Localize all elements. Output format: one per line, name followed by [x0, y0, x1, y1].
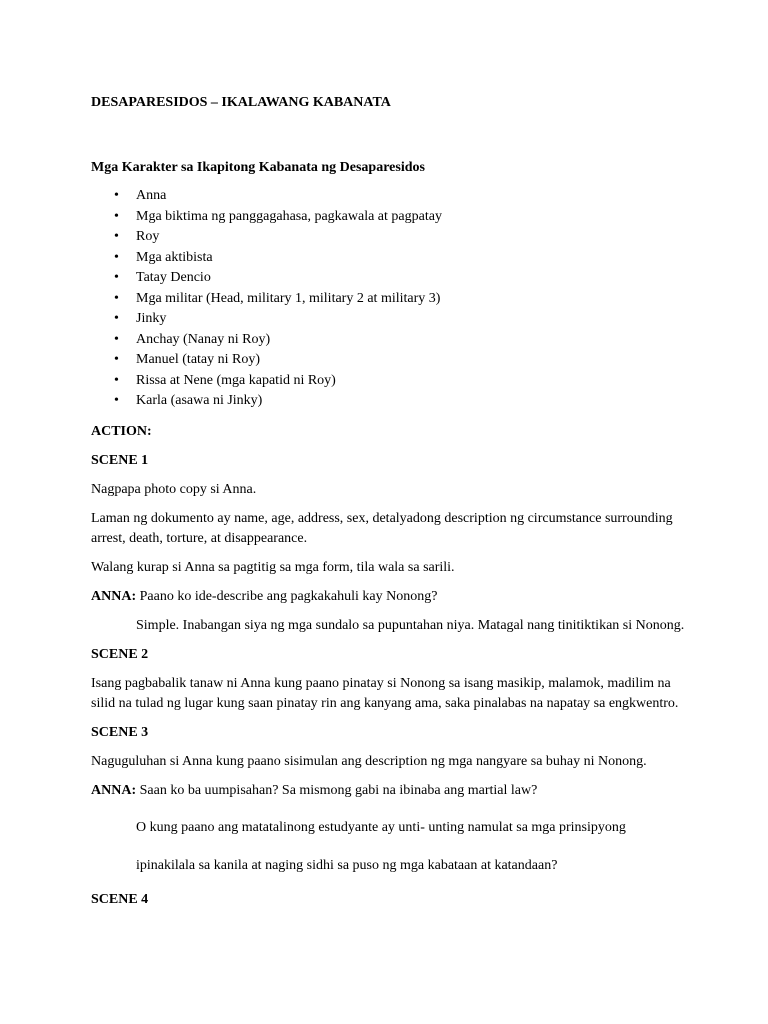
dialogue-text: Paano ko ide-describe ang pagkakahuli kay Nonong? — [136, 588, 438, 604]
list-item: • Manuel (tatay ni Roy) — [91, 350, 688, 371]
scene-3-indented-dialogue-1: O kung paano ang matatalinong estudyante ay unti- unting namulat sa mga prinsipyong — [136, 819, 626, 835]
scene-4-heading: SCENE 4 — [91, 891, 149, 907]
list-item: • Mga militar (Head, military 1, military 2 at military 3) — [91, 289, 688, 310]
scene-1-paragraph-3: Walang kurap si Anna sa pagtitig sa mga form, tila wala sa sarili. — [91, 559, 455, 575]
scene-3-heading: SCENE 3 — [91, 724, 149, 740]
characters-heading: Mga Karakter sa Ikapitong Kabanata ng Desaparesidos — [91, 160, 425, 175]
bullet-icon: • — [114, 290, 119, 306]
bullet-icon: • — [114, 188, 119, 203]
bullet-icon: • — [114, 249, 119, 265]
scene-1-paragraph-1: Nagpapa photo copy si Anna. — [91, 481, 257, 497]
scene-1-paragraph-2: Laman ng dokumento ay name, age, address, sex, detalyadong description ng circumstance surrounding arrest, death, torture, at disappearance. — [91, 510, 673, 546]
list-item: • Anchay (Nanay ni Roy) — [91, 330, 688, 351]
character-list — [91, 186, 688, 412]
list-item: • Roy — [91, 227, 688, 248]
bullet-icon: • — [114, 393, 119, 408]
bullet-icon: • — [114, 270, 119, 285]
list-item: • Mga aktibista — [91, 248, 688, 269]
bullet-icon: • — [114, 331, 119, 347]
scene-3-paragraph-1: Naguguluhan si Anna kung paano sisimulan ang description ng mga nangyare sa buhay ni Nonong. — [91, 753, 647, 769]
scene-1-heading: SCENE 1 — [91, 452, 149, 468]
list-item: • Jinky — [91, 309, 688, 330]
scene-3-indented-dialogue-2: ipinakilala sa kanila at naging sidhi sa puso ng mga kabataan at katandaan? — [136, 857, 558, 873]
action-heading: ACTION: — [91, 423, 152, 439]
bullet-icon: • — [114, 311, 119, 326]
scene-1-indented-dialogue: Simple. Inabangan siya ng mga sundalo sa pupuntahan niya. Matagal nang tinitiktikan si Nonong. — [136, 617, 685, 633]
scene-2-heading: SCENE 2 — [91, 646, 149, 662]
speaker-label: ANNA: — [91, 782, 137, 798]
scene-1-dialogue — [91, 587, 688, 607]
scene-2-paragraph-1: Isang pagbabalik tanaw ni Anna kung paano pinatay si Nonong sa isang masikip, malamok, madilim na silid na tulad ng lugar kung saan pinatay rin ang kanyang ama, saka pinalabas na napatay sa engkwentro. — [91, 675, 679, 711]
document-title: DESAPARESIDOS – IKALAWANG KABANATA — [91, 95, 391, 110]
list-item: • Mga biktima ng panggagahasa, pagkawala at pagpatay — [91, 207, 688, 228]
bullet-icon: • — [114, 352, 119, 367]
list-item: • Karla (asawa ni Jinky) — [91, 391, 688, 412]
bullet-icon: • — [114, 208, 119, 224]
bullet-icon: • — [114, 372, 119, 388]
speaker-label: ANNA: — [91, 588, 137, 604]
list-item: • Anna — [91, 186, 688, 207]
list-item: • Rissa at Nene (mga kapatid ni Roy) — [91, 371, 688, 392]
dialogue-text: Saan ko ba uumpisahan? Sa mismong gabi na ibinaba ang martial law? — [136, 782, 538, 798]
bullet-icon: • — [114, 229, 119, 244]
scene-3-dialogue — [91, 781, 688, 801]
list-item: • Tatay Dencio — [91, 268, 688, 289]
